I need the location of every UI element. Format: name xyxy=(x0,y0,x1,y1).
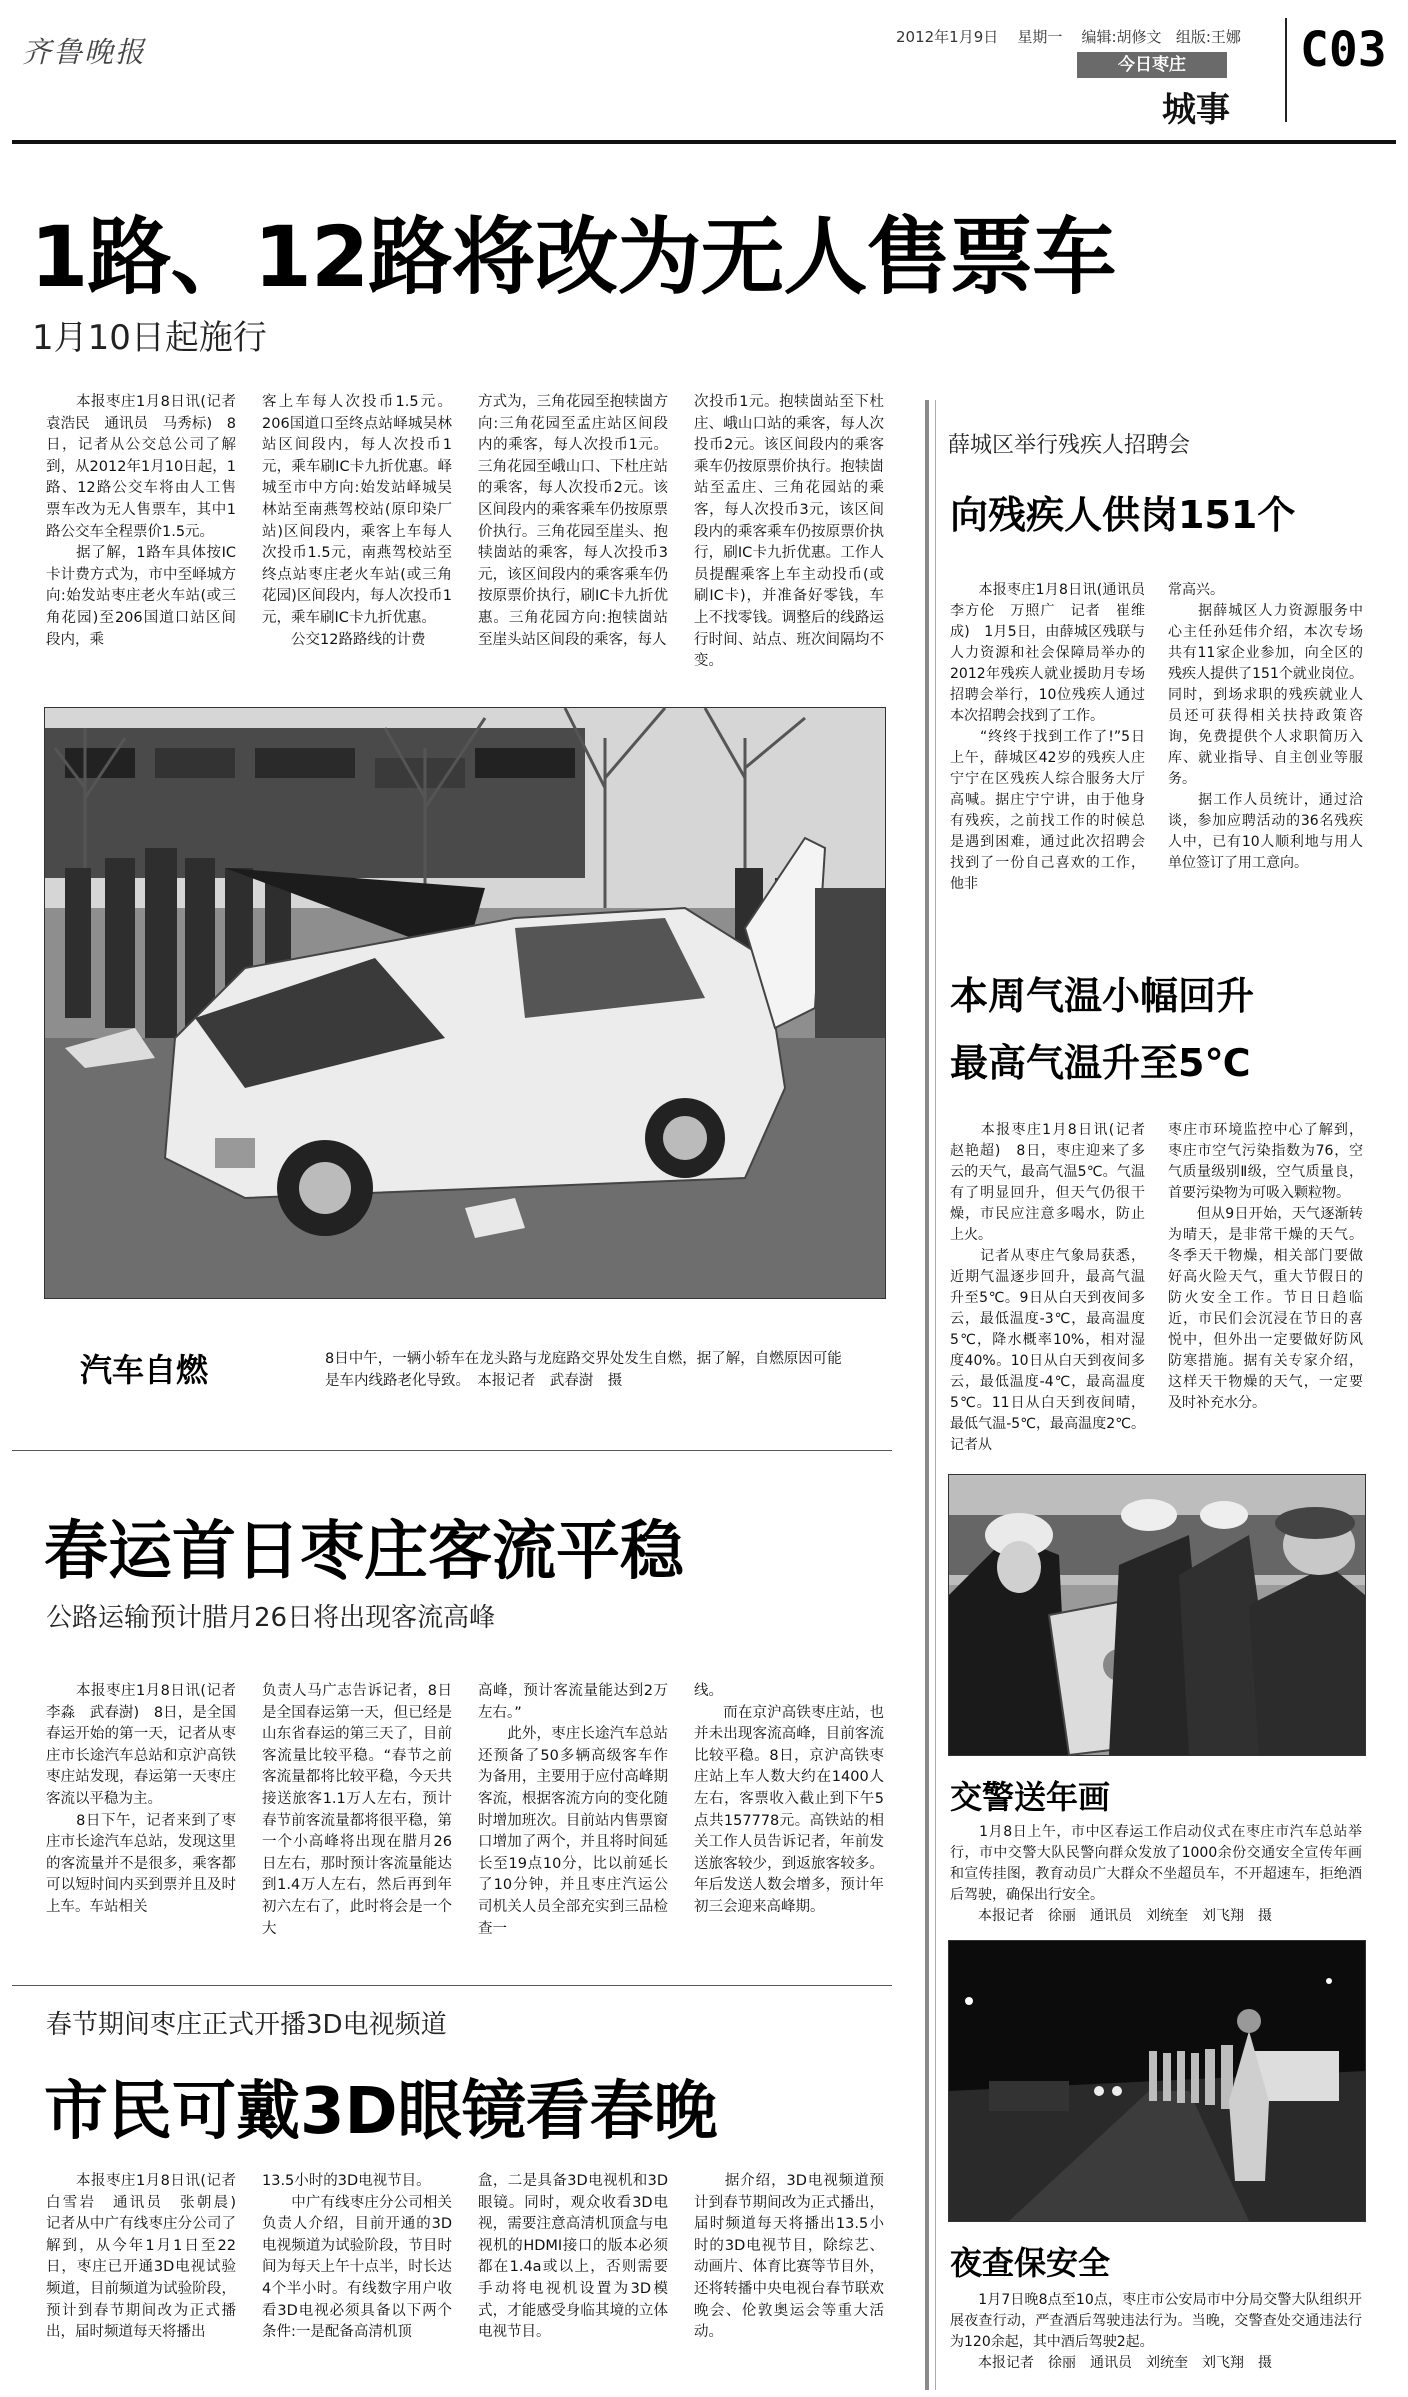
lead-subhead: 1月10日起施行 xyxy=(32,318,267,358)
lead-column-1: 本报枣庄1月8日讯(记者 袁浩民 通讯员 马秀标) 8日，记者从公交总公司了解到，从2012年1月10日起，1路、12路公交车将由人工售票车改为无人售票车，其中1路公交车全程票价1.5元。 据了解，1路车具体按IC卡计费方式为，市中至峄城方向:始发站枣庄老火车站(或三角花园)至206国道口站区间段内，乘 xyxy=(46,394,236,648)
car-fire-title: 汽车自燃 xyxy=(80,1351,209,1389)
tv3d-headline: 市民可戴3D眼镜看春晚 xyxy=(44,2075,718,2149)
traffic-police-illustration xyxy=(949,1475,1365,1755)
job-fair-column-1: 本报枣庄1月8日讯(通讯员 李方伦 万照广 记者 崔维成) 1月5日，由薛城区残联与人力资源和社会保障局举办的2012年残疾人就业援助月专场招聘会举行，10位残疾人通过本次招聘会找到了工作。 “终终于找到工作了!”5日上午，薛城区42岁的残疾人庄宁宁在区残疾人综合服务大厅高喊。据庄宁宁讲，由于他身有残疾，之前找工作的时候总是遇到困难，通过此次招聘会找到了一份自己喜欢的工作，他非 xyxy=(950,582,1145,892)
car-fire-illustration xyxy=(45,708,885,1298)
date-line xyxy=(896,26,1241,47)
issue-date: 2012年1月9日 xyxy=(896,28,999,46)
spring-travel-subhead: 公路运输预计腊月26日将出现客流高峰 xyxy=(46,1603,496,1633)
paper-name-logo: 齐鲁晚报 xyxy=(22,35,147,69)
page-number: C03 xyxy=(1300,22,1387,78)
spring-travel-headline: 春运首日枣庄客流平稳 xyxy=(44,1515,684,1589)
masthead-rule xyxy=(12,140,1396,144)
tv3d-column-2: 13.5小时的3D电视节目。 中广有线枣庄分公司相关负责人介绍，目前开通的3D电视频道为试验阶段，节目时间为每天上午十点半，时长达4个半小时。有线数字用户收看3D电视必须具备以下两个条件:一是配备高清机顶 xyxy=(262,2173,452,2341)
car-fire-caption: 8日中午，一辆小轿车在龙头路与龙庭路交界处发生自燃，据了解，自燃原因可能是车内线路老化导致。 本报记者 武春澍 摄 xyxy=(325,1351,842,1389)
tv3d-kicker: 春节期间枣庄正式开播3D电视频道 xyxy=(46,2010,447,2040)
masthead-divider xyxy=(1285,18,1287,122)
lead-column-4: 次投币1元。抱犊崮站至下杜庄、峨山口站的乘客，每人次投币2元。该区间段内的乘客乘车仍按原票价执行。抱犊崮站至孟庄、三角花园站的乘客，每人次投币3元，该区间段内的乘客乘车仍按原票价执行，刷IC卡九折优惠。工作人员提醒乘客上车主动投币(或刷IC卡)，并准备好零钱，车上不找零钱。调整后的线路运行时间、站点、班次间隔均不变。 xyxy=(694,394,884,670)
traffic-painting-headline: 交警送年画 xyxy=(950,1778,1111,1816)
night-check-caption: 1月7日晚8点至10点，枣庄市公安局市中分局交警大队组织开展夜查行动，严查酒后驾驶违法行为。当晚，交警查处交通违法行为120余起，其中酒后驾驶2起。 本报记者 徐丽 通讯员 刘统奎 刘飞翔 摄 xyxy=(950,2292,1362,2371)
lead-column-2: 客上车每人次投币1.5元。206国道口至终点站峄城吴林站区间段内，每人次投币1元，乘车刷IC卡九折优惠。峄城至市中方向:始发站峄城吴林站至南燕驾校站(原印染厂站)区间段内，乘客上车每人次投币1.5元，南燕驾校站至终点站枣庄老火车站(或三角花园)区间段内，每人次投币1元，乘车刷IC卡九折优惠。 公交12路路线的计费 xyxy=(262,394,452,648)
tv3d-column-1: 本报枣庄1月8日讯(记者 白雪岩 通讯员 张朝晨) 记者从中广有线枣庄分公司了解到，从今年1月1日至22日，枣庄已开通3D电视试验频道，目前频道为试验阶段，预计到春节期间改为正式播出，届时频道每天将播出 xyxy=(46,2173,251,2341)
lead-column-3: 方式为，三角花园至抱犊崮方向:三角花园至孟庄站区间段内的乘客，每人次投币1元。三角花园至峨山口、下杜庄站的乘客，每人次投币2元。该区间段内的乘客乘车仍按原票价执行。三角花园至崖头、抱犊崮站的乘客，每人次投币3元，该区间段内的乘客乘车仍按原票价执行，刷IC卡九折优惠。三角花园方向:抱犊崮站至崖头站区间段的乘客，每人 xyxy=(478,394,668,648)
night-check-headline: 夜查保安全 xyxy=(950,2244,1111,2282)
editor-credit: 编辑:胡修文 xyxy=(1081,28,1162,46)
tv3d-column-3: 盒，二是具备3D电视机和3D眼镜。同时，观众收看3D电视，需要注意高清机顶盒与电视机的HDMI接口的版本必须都在1.4a或以上，否则需要手动将电视机设置为3D模式，才能感受身临其境的立体电视节目。 xyxy=(478,2173,668,2341)
traffic-police-photo xyxy=(948,1474,1366,1756)
spring-column-4: 线。 而在京沪高铁枣庄站，也并未出现客流高峰，目前客流比较平稳。8日，京沪高铁枣庄站上车人数大约在1400人左右，客票收入截止到下午5点共157778元。高铁站的相关工作人员告诉记者，年前发送旅客较少，到返旅客较多。年后发送人数会增多，预计年初三会迎来高峰期。 xyxy=(694,1683,884,1915)
traffic-painting-caption: 1月8日上午，市中区春运工作启动仪式在枣庄市汽车总站举行，市中交警大队民警向群众发放了1000余份交通安全宣传年画和宣传挂图，教育动员广大群众不坐超员车，不开超速车，拒绝酒后驾驶，确保出行安全。 本报记者 徐丽 通讯员 刘统奎 刘飞翔 摄 xyxy=(950,1824,1362,1924)
layout-credit: 组版:王娜 xyxy=(1175,28,1241,46)
car-section-rule xyxy=(12,1450,892,1451)
car-fire-photo xyxy=(44,707,886,1299)
spring-column-1: 本报枣庄1月8日讯(记者 李淼 武春澍) 8日，是全国春运开始的第一天，记者从枣庄市长途汽车总站和京沪高铁枣庄站发现，春运第一天枣庄客流以平稳为主。 8日下午，记者来到了枣庄市长途汽车总站，发现这里的客流量并不是很多，乘客都可以短时间内买到票并且及时上车。车站相关 xyxy=(46,1683,236,1915)
sidebar-divider-thin xyxy=(935,400,936,2390)
sidebar-divider xyxy=(925,400,929,2390)
spring-column-2: 负责人马广志告诉记者，8日是全国春运第一天，但已经是山东省春运的第三天了，目前客流量比较平稳。“春节之前客流量都将比较平稳，今天共接送旅客1.1万人左右，预计春节前客流量都将很平稳，第一个小高峰将出现在腊月26日左右，那时预计客流量能达到1.4万人左右，然后再到年初六左右了，此时将会是一个大 xyxy=(262,1683,452,1937)
issue-weekday: 星期一 xyxy=(1017,28,1063,46)
section-tag: 今日枣庄 xyxy=(1077,52,1227,78)
weather-headline-1: 本周气温小幅回升 xyxy=(950,974,1255,1018)
weather-column-2: 枣庄市环境监控中心了解到，枣庄市空气污染指数为76，空气质量级别Ⅱ级，空气质量良，首要污染物为可吸入颗粒物。 但从9日开始，天气逐渐转为晴天，是非常干燥的天气。冬季天干物燥，相关部门要做好高火险天气，重大节假日的防火安全工作。节日日趋临近，市民们会沉浸在节日的喜悦中，但外出一定要做好防风防寒措施。据有关专家介绍，这样天干物燥的天气，一定要及时补充水分。 xyxy=(1168,1122,1363,1411)
job-fair-column-2: 常高兴。 据薛城区人力资源服务中心主任孙廷伟介绍，本次专场共有11家企业参加，向全区的残疾人提供了151个就业岗位。同时，到场求职的残疾就业人员还可获得相关扶持政策咨询，免费提供个人求职简历入库、就业指导、自主创业等服务。 据工作人员统计，通过洽谈，参加应聘活动的36名残疾人中，已有10人顺利地与用人单位签订了用工意向。 xyxy=(1168,582,1363,871)
tv3d-column-4: 据介绍，3D电视频道预计到春节期间改为正式播出，届时频道每天将播出13.5小时的3D电视节目，除综艺、动画片、体育比赛等节目外，还将转播中央电视台春节联欢晚会、伦敦奥运会等重大活动。 xyxy=(694,2173,884,2341)
job-fair-headline: 向残疾人供岗151个 xyxy=(950,493,1296,537)
lead-headline: 1路、12路将改为无人售票车 xyxy=(30,208,1116,306)
section-name: 城事 xyxy=(1162,90,1230,130)
masthead xyxy=(0,0,1408,140)
spring-section-rule xyxy=(12,1985,892,1986)
job-fair-kicker: 薛城区举行残疾人招聘会 xyxy=(948,433,1191,458)
night-check-illustration xyxy=(949,1941,1365,2221)
weather-headline-2: 最高气温升至5℃ xyxy=(950,1041,1251,1085)
weather-column-1: 本报枣庄1月8日讯(记者 赵艳超) 8日，枣庄迎来了多云的天气，最高气温5℃。气温有了明显回升，但天气仍很干燥，市民应注意多喝水，防止上火。 记者从枣庄气象局获悉，近期气温逐步回升，最高气温升至5℃。9日从白天到夜间多云，最低温度-3℃，最高温度5℃，降水概率10%，相对湿度40%。10日从白天到夜间多云，最低温度-4℃，最高温度5℃。11日从白天到夜间晴，最低气温-5℃，最高温度2℃。记者从 xyxy=(950,1122,1145,1453)
spring-column-3: 高峰，预计客流量能达到2万左右。” 此外，枣庄长途汽车总站还预备了50多辆高级客车作为备用，主要用于应付高峰期客流，根据客流方向的变化随时增加班次。目前站内售票窗口增加了两个，并且将时间延长至19点10分，比以前延长了10分钟，并且枣庄汽运公司机关人员全部充实到三品检查一 xyxy=(478,1683,668,1937)
night-check-photo xyxy=(948,1940,1366,2222)
